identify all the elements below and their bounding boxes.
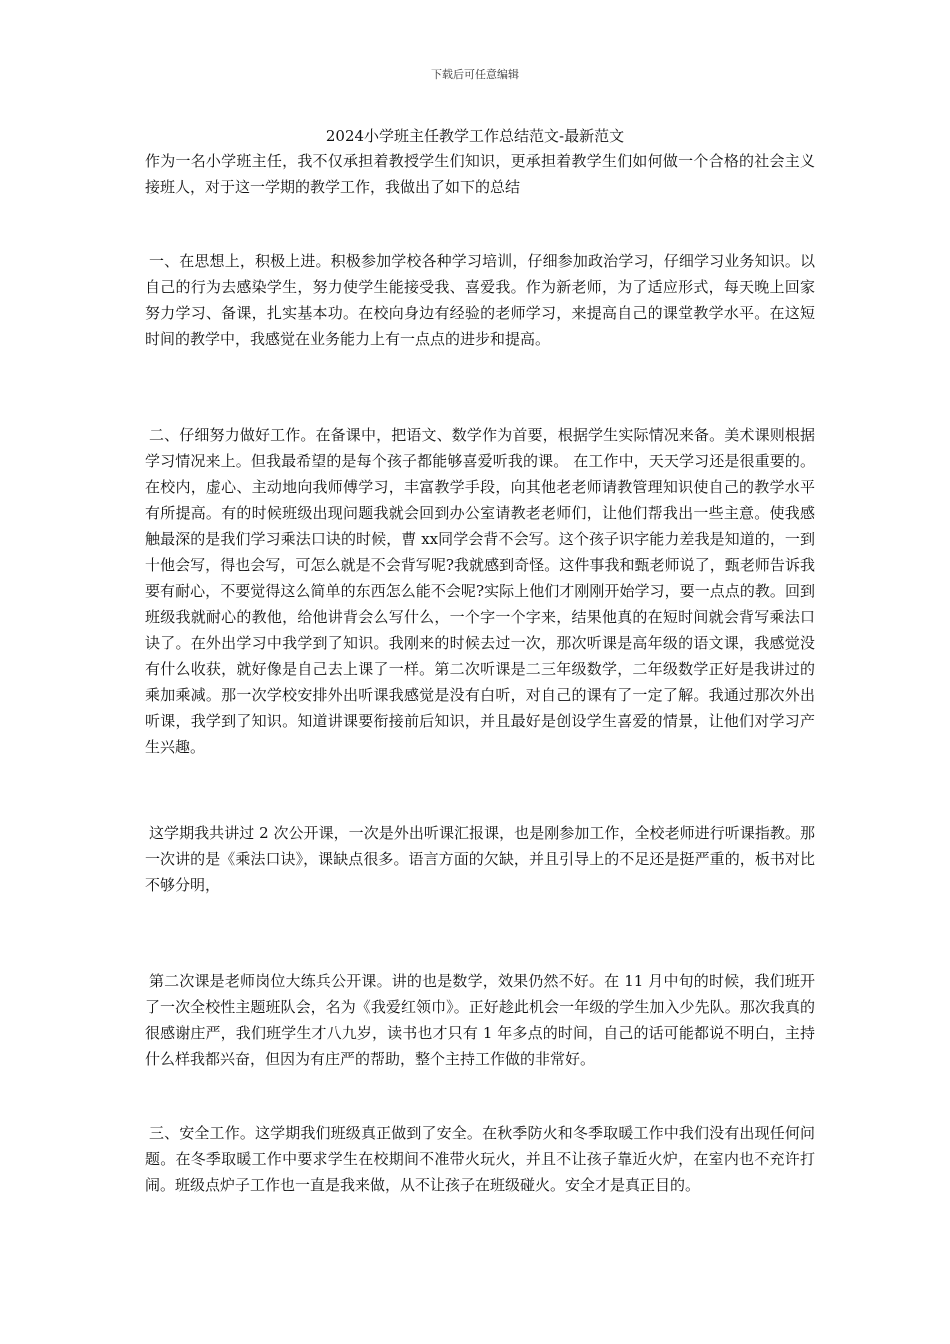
paragraph-work: 二、仔细努力做好工作。在备课中，把语文、数学作为首要，根据学生实际情况来备。美术课则根据学习情况来上。但我最希望的是每个孩子都能够喜爱听我的课。 在工作中，天天学习还是很重要的。在校内，虚心、主动地向我师傅学习，丰富教学手段，向其他老老师请教管理知识使自己的教学水平有所提高。有的时候班级出现问题我就会回到办公室请教老老师们，让他们帮我出一些主意。使我感触最深的是我们学习乘法口诀的时候，曹 xx同学会背不会写。这个孩子识字能力差我是知道的，一到十他会写，得也会写，可怎么就是不会背写呢?我就感到奇怪。这件事我和甄老师说了，甄老师告诉我要有耐心，不要觉得这么简单的东西怎么能不会呢?实际上他们才刚刚开始学习，要一点点的教。回到班级我就耐心的教他，给他讲背会么写什么，一个字一个字来，结果他真的在短时间就会背写乘法口诀了。在外出学习中我学到了知识。我刚来的时候去过一次，那次听课是高年级的语文课，我感觉没有什么收获，就好像是自己去上课了一样。第二次听课是二三年级数学，二年级数学正好是我讲过的乘加乘减。那一次学校安排外出听课我感觉是没有白听，对自己的课有了一定了解。我通过那次外出听课，我学到了知识。知道讲课要衔接前后知识，并且最好是创设学生喜爱的情景，让他们对学习产生兴趣。 — [145, 426, 815, 756]
header-note: 下载后可任意编辑 — [431, 68, 519, 81]
paragraph-open-class-1: 这学期我共讲过 2 次公开课，一次是外出听课汇报课，也是刚参加工作，全校老师进行听课指教。那一次讲的是《乘法口诀》，课缺点很多。语言方面的欠缺，并且引导上的不足还是挺严重的，板书对比不够分明， — [145, 824, 815, 894]
paragraph-thought: 一、在思想上，积极上进。积极参加学校各种学习培训，仔细参加政治学习，仔细学习业务知识。以自己的行为去感染学生，努力使学生能接受我、喜爱我。作为新老师，为了适应形式，每天晚上回家努力学习、备课，扎实基本功。在校向身边有经验的老师学习，来提高自己的课堂教学水平。在这短时间的教学中，我感觉在业务能力上有一点点的进步和提高。 — [145, 252, 815, 348]
paragraph-safety: 三、安全工作。这学期我们班级真正做到了安全。在秋季防火和冬季取暖工作中我们没有出现任何问题。在冬季取暖工作中要求学生在校期间不准带火玩火，并且不让孩子靠近火炉，在室内也不充许打闹。班级点炉子工作也一直是我来做，从不让孩子在班级碰火。安全才是真正目的。 — [145, 1124, 815, 1194]
intro-paragraph: 作为一名小学班主任，我不仅承担着教授学生们知识，更承担着教学生们如何做一个合格的社会主义接班人，对于这一学期的教学工作，我做出了如下的总结 — [145, 152, 815, 196]
paragraph-open-class-2: 第二次课是老师岗位大练兵公开课。讲的也是数学，效果仍然不好。在 11 月中旬的时候，我们班开了一次全校性主题班队会，名为《我爱红领巾》。正好趁此机会一年级的学生加入少先队。那次我真的很感谢庄严，我们班学生才八九岁，读书也才只有 1 年多点的时间，自己的话可能都说不明白，主持什么样我都兴奋，但因为有庄严的帮助，整个主持工作做的非常好。 — [145, 972, 815, 1068]
document-title: 2024小学班主任教学工作总结范文-最新范文 — [325, 127, 625, 145]
